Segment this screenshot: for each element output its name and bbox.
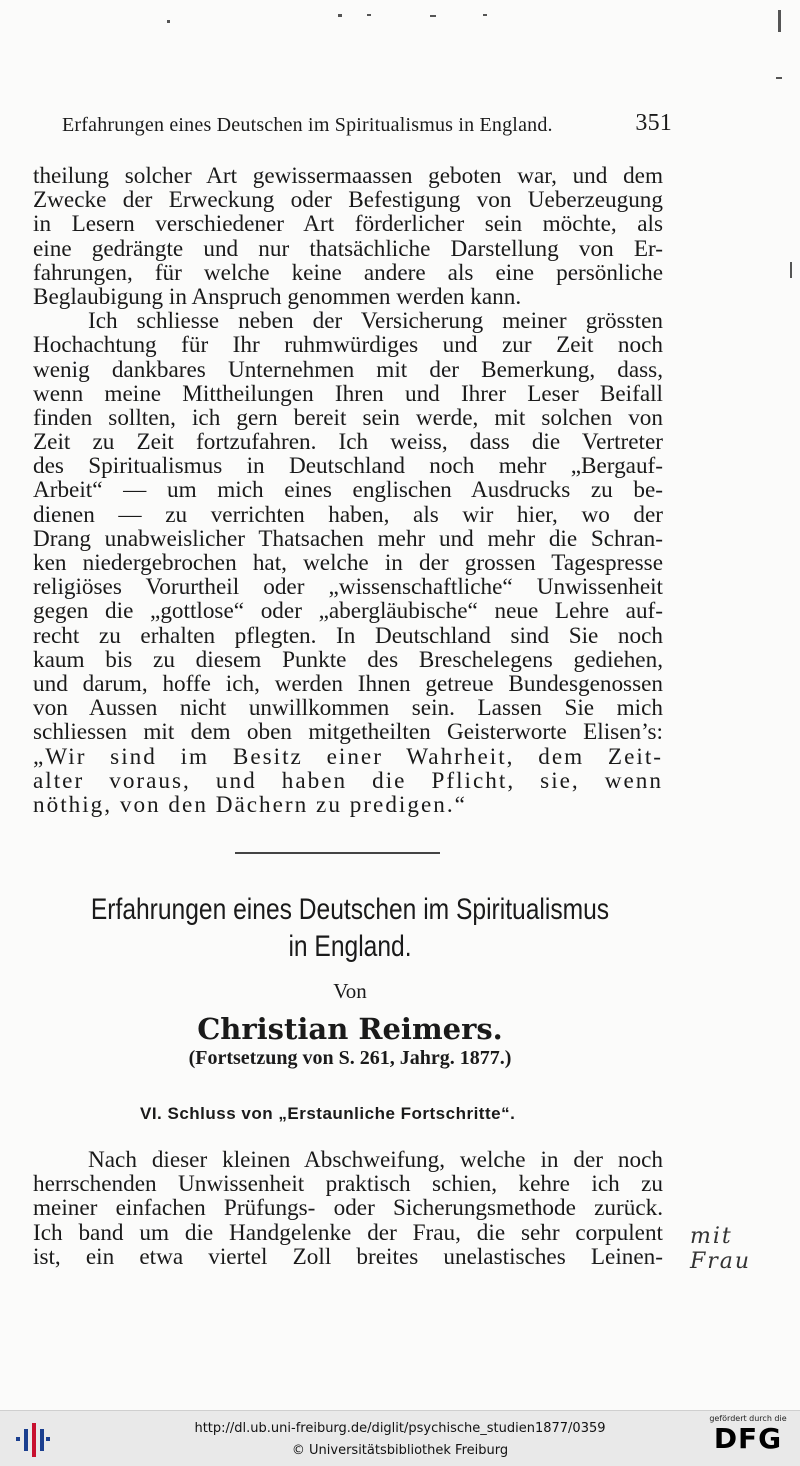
text-line: Ich band um die Handgelenke der Frau, die sehr corpulent xyxy=(33,1219,663,1246)
running-head xyxy=(62,110,672,137)
article-body-text xyxy=(33,1148,663,1269)
dfg-funding-text: gefördert durch die xyxy=(709,1414,787,1423)
text-line: Ich schliesse neben der Versicherung meiner grössten xyxy=(88,308,663,335)
text-line: von Aussen nicht unwillkommen sein. Lassen Sie mich xyxy=(33,695,663,722)
text-line: „Wir sind im Besitz einer Wahrheit, dem Zeit- xyxy=(33,743,663,770)
document-url[interactable]: http://dl.ub.uni-freiburg.de/diglit/psychische_studien1877/0359 xyxy=(194,1421,606,1436)
running-head-title: Erfahrungen eines Deutschen im Spiritualismus in England. xyxy=(62,114,553,136)
article-title-line-2: in England. xyxy=(288,930,412,963)
text-line: herrschenden Unwissenheit praktisch schien, kehre ich zu xyxy=(33,1171,663,1198)
dfg-wordmark: DFG xyxy=(713,1422,783,1455)
text-line: theilung solcher Art gewissermaassen geboten war, und dem xyxy=(33,163,663,189)
text-line: Drang unabweislicher Thatsachen mehr und mehr die Schran- xyxy=(33,525,663,552)
dfg-logo xyxy=(704,1414,792,1464)
text-line: alter voraus, und haben die Pflicht, sie, wenn xyxy=(33,767,663,794)
scan-speck xyxy=(790,262,792,278)
continuation-note: (Fortsetzung von S. 261, Jahrg. 1877.) xyxy=(188,1047,512,1069)
section-divider xyxy=(235,852,440,854)
text-line: gegen die „gottlose“ oder „abergläubische“ neue Lehre auf- xyxy=(33,598,663,625)
scan-speck xyxy=(430,15,436,17)
text-line: ken niedergebrochen hat, welche in der grossen Tagespresse xyxy=(33,550,663,576)
preceding-article-text xyxy=(33,164,663,817)
text-line: dienen — zu verrichten haben, als wir hier, wo der xyxy=(33,501,663,528)
text-line: des Spiritualismus in Deutschland noch mehr „Bergauf- xyxy=(33,453,663,480)
text-line: Arbeit“ — um mich eines englischen Ausdrucks zu be- xyxy=(33,477,663,504)
text-line: recht zu erhalten pflegten. In Deutschland sind Sie noch xyxy=(33,622,663,649)
scan-speck xyxy=(338,14,342,17)
viewer-footer xyxy=(0,1410,800,1466)
text-line: Zwecke der Erweckung oder Befestigung von Ueberzeugung xyxy=(33,187,663,214)
byline-von: Von xyxy=(333,979,367,1003)
text-line: meiner einfachen Prüfungs- oder Sicherungsmethode zurück. xyxy=(33,1195,663,1222)
text-line: wenn meine Mittheilungen Ihren und Ihrer Leser Beifall xyxy=(33,380,663,407)
text-line: fahrungen, für welche keine andere als eine persönliche xyxy=(33,259,663,286)
text-line: in Lesern verschiedener Art förderlicher sein möchte, als xyxy=(33,211,663,238)
scan-speck xyxy=(778,10,781,32)
section-heading: VI. Schluss von „Erstaunliche Fortschritte“. xyxy=(140,1104,516,1123)
text-line: Zeit zu Zeit fortzufahren. Ich weiss, dass die Vertreter xyxy=(33,429,663,456)
text-line: religiöses Vorurtheil oder „wissenschaftliche“ Unwissenheit xyxy=(33,574,663,601)
text-line: Hochachtung für Ihr ruhmwürdiges und zur Zeit noch xyxy=(33,332,663,359)
author-name: Christian Reimers. xyxy=(197,1012,503,1046)
scan-speck xyxy=(483,14,487,16)
text-line: eine gedrängte und nur thatsächliche Darstellung von Er- xyxy=(33,235,663,262)
handwritten-margin-note: mit Frau xyxy=(690,1224,752,1274)
text-line: wenig dankbares Unternehmen mit der Bemerkung, dass, xyxy=(33,356,663,383)
text-line: schliessen mit dem oben mitgetheilten Geisterworte Elisen’s: xyxy=(33,719,663,746)
copyright-notice: © Universitätsbibliothek Freiburg xyxy=(291,1443,509,1458)
text-line: finden sollten, ich gern bereit sein werde, mit solchen von xyxy=(33,404,663,431)
article-title-line-1: Erfahrungen eines Deutschen im Spiritualismus xyxy=(90,893,610,926)
text-line: ist, ein etwa viertel Zoll breites unelastisches Leinen- xyxy=(33,1243,663,1270)
scan-speck xyxy=(167,20,170,23)
scan-speck xyxy=(367,14,371,16)
text-line: Nach dieser kleinen Abschweifung, welche in der noch xyxy=(88,1147,663,1173)
scan-speck xyxy=(776,77,782,79)
text-line: und darum, hoffe ich, werden Ihnen getreue Bundesgenossen xyxy=(33,670,663,697)
text-line: Beglaubigung in Anspruch genommen werden kann. xyxy=(33,283,522,310)
page-number: 351 xyxy=(635,110,672,136)
text-line: kaum bis zu diesem Punkte des Breschelegens gediehen, xyxy=(33,646,663,673)
text-line: nöthig, von den Dächern zu predigen.“ xyxy=(33,791,467,818)
